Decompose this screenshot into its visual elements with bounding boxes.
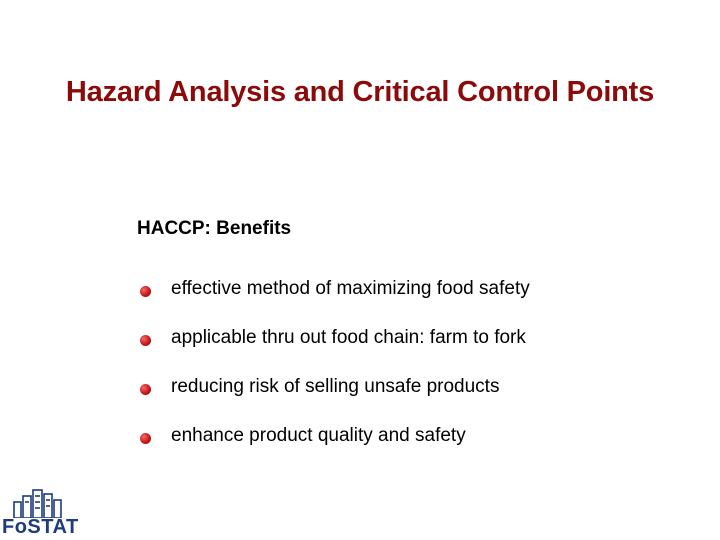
fostat-logo — [2, 488, 84, 540]
list-item — [140, 313, 530, 362]
slide-title: Hazard Analysis and Critical Control Points — [65, 76, 655, 108]
bullet-text: enhance product quality and safety — [171, 424, 466, 446]
list-item — [140, 264, 530, 313]
bullet-text: applicable thru out food chain: farm to fork — [171, 326, 526, 348]
section-subtitle: HACCP: Benefits — [137, 218, 292, 239]
logo-text: FoSTAT — [2, 516, 79, 538]
city-skyline-logo-icon — [2, 488, 84, 518]
list-item — [140, 411, 530, 460]
bullet-dot-icon — [140, 335, 151, 346]
list-item — [140, 362, 530, 411]
bullet-dot-icon — [140, 384, 151, 395]
bullet-text: reducing risk of selling unsafe products — [171, 375, 500, 397]
bullet-text: effective method of maximizing food safety — [171, 277, 530, 299]
bullet-list — [140, 264, 530, 460]
bullet-dot-icon — [140, 433, 151, 444]
bullet-dot-icon — [140, 286, 151, 297]
